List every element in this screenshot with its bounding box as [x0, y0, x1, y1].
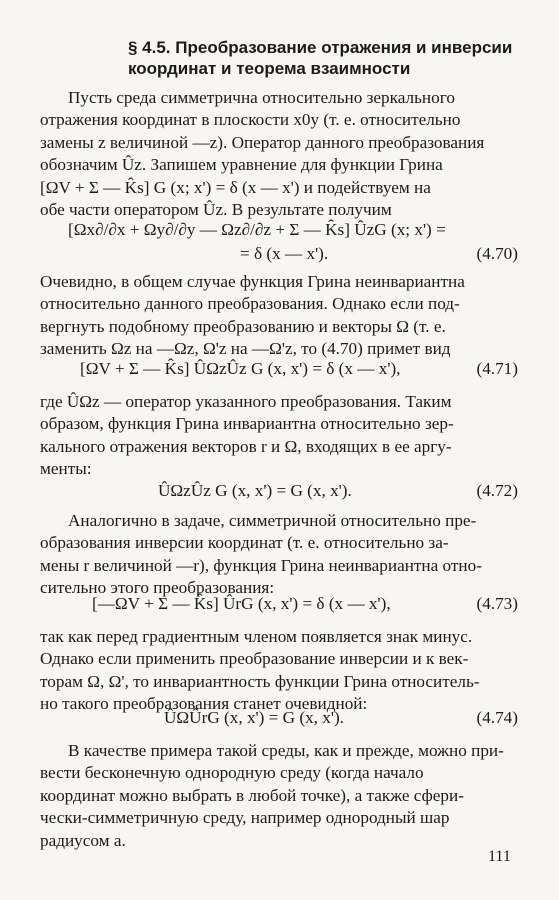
text-line: заменить Ωz на —Ωz, Ω'z на —Ω'z, то (4.70) примет вид: [40, 339, 451, 359]
equation-4-73: [40, 592, 518, 616]
text-line: сительно этого преобразования:: [40, 578, 275, 598]
text-line: [ΩV + Σ — K̂s] G (x; x') = δ (x — x') и подействуем на: [40, 177, 431, 197]
paragraph-2: [40, 271, 518, 361]
paragraph-3: [40, 391, 518, 481]
text-line: чески-симметричную среду, например однородный шар: [40, 808, 450, 828]
equation-expression: [ΩV + Σ — K̂s] ÛΩzÛz G (x, x') = δ (x — x'),: [80, 359, 401, 378]
text-line: Пусть среда симметрична относительно зеркального: [68, 88, 455, 107]
text-line: Аналогично в задаче, симметричной относительно пре-: [68, 511, 477, 530]
text-line: где ÛΩz — оператор указанного преобразования. Таким: [40, 392, 452, 411]
equation-4-71: [40, 357, 518, 381]
text-line: но такого преобразования станет очевидной:: [40, 694, 368, 714]
equation-expression: ÛΩzÛz G (x, x') = G (x, x').: [158, 481, 352, 500]
text-line: обе части оператором Ûz. В результате получим: [40, 200, 392, 220]
equation-expression: ÛΩÛrG (x, x') = G (x, x').: [164, 708, 344, 727]
section-heading-line-2: координат и теорема взаимности: [128, 59, 411, 78]
equation-expression: [Ωx∂/∂x + Ωy∂/∂y — Ωz∂/∂z + Σ — K̂s] ÛzG (x; x') =: [68, 220, 446, 239]
paragraph-6: [40, 740, 518, 852]
text-line: радиусом a.: [40, 830, 126, 850]
equation-expression: = δ (x — x').: [240, 244, 329, 263]
section-heading-line-1: § 4.5. Преобразование отражения и инверсии: [128, 38, 513, 57]
text-line: обозначим Ûz. Запишем уравнение для функции Грина: [40, 155, 443, 175]
equation-number: (4.73): [476, 594, 518, 613]
section-heading: [128, 37, 518, 79]
text-line: менты:: [40, 459, 92, 479]
text-line: так как перед градиентным членом появляется знак минус.: [40, 627, 473, 646]
equation-expression: [—ΩV + Σ — K̂s] ÛrG (x, x') = δ (x — x'),: [92, 594, 391, 613]
equation-number: (4.70): [476, 244, 518, 263]
text-line: Очевидно, в общем случае функция Грина неинвариантна: [40, 272, 465, 291]
paragraph-5: [40, 626, 518, 716]
equation-4-72: [40, 479, 518, 503]
text-line: относительно данного преобразования. Однако если под-: [40, 294, 460, 314]
text-line: образования инверсии координат (т. е. относительно за-: [40, 533, 449, 553]
text-line: мены r величиной —r), функция Грина неинвариантна отно-: [40, 555, 482, 575]
text-line: координат можно выбрать в любой точке), а также сфери-: [40, 785, 464, 805]
text-line: образом, функция Грина инвариантна относительно зер-: [40, 414, 454, 434]
text-line: торам Ω, Ω', то инвариантность функции Грина относитель-: [40, 671, 480, 691]
text-line: Однако если применить преобразование инверсии и к век-: [40, 649, 469, 669]
paragraph-1: [40, 87, 518, 221]
equation-4-74: [40, 706, 518, 730]
equation-4-70-line-1: [40, 218, 518, 242]
text-line: вести бесконечную однородную среду (когда начало: [40, 763, 424, 783]
text-line: В качестве примера такой среды, как и прежде, можно при-: [68, 741, 504, 760]
equation-4-70-line-2: [40, 242, 518, 266]
paragraph-4: [40, 510, 518, 600]
page-number: 111: [488, 848, 511, 865]
text-line: вергнуть подобному преобразованию и векторы Ω (т. е.: [40, 316, 446, 336]
text-line: отражения координат в плоскости x0y (т. е. относительно: [40, 110, 461, 130]
equation-number: (4.74): [476, 708, 518, 727]
text-line: замены z величиной —z). Оператор данного преобразования: [40, 132, 485, 152]
text-line: кального отражения векторов r и Ω, входящих в ее аргу-: [40, 436, 452, 456]
equation-number: (4.72): [476, 481, 518, 500]
equation-number: (4.71): [476, 359, 518, 378]
